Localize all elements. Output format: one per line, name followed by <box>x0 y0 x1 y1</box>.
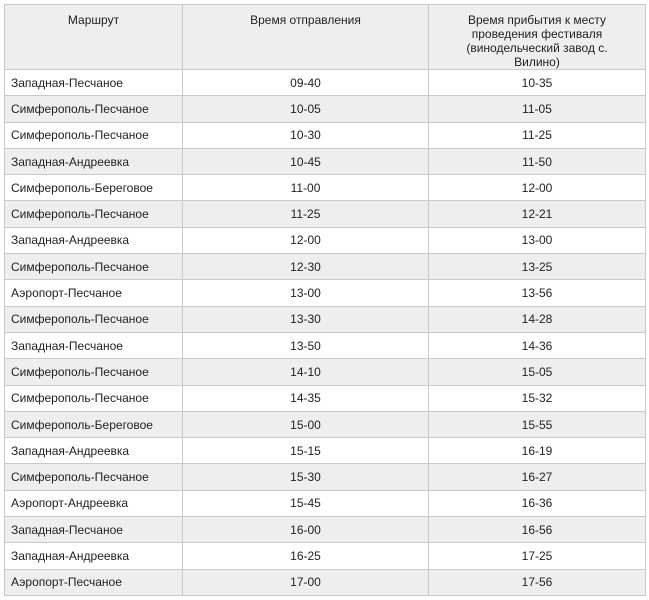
route-cell: Западная-Песчаное <box>5 517 183 543</box>
departure-time-cell: 14-35 <box>183 385 429 411</box>
departure-time-cell: 12-30 <box>183 254 429 280</box>
column-header-departure: Время отправления <box>183 5 429 70</box>
route-cell: Симферополь-Береговое <box>5 411 183 437</box>
table-row <box>5 96 646 122</box>
route-cell: Аэропорт-Андреевка <box>5 490 183 516</box>
table-row <box>5 70 646 96</box>
column-header-arrival-line: Вилино) <box>514 55 560 69</box>
table-row <box>5 517 646 543</box>
route-cell: Симферополь-Песчаное <box>5 464 183 490</box>
table-row <box>5 359 646 385</box>
table-row <box>5 306 646 332</box>
arrival-time-cell: 11-50 <box>429 148 646 174</box>
table-row <box>5 490 646 516</box>
arrival-time-cell: 16-56 <box>429 517 646 543</box>
arrival-time-cell: 16-36 <box>429 490 646 516</box>
route-cell: Симферополь-Песчаное <box>5 359 183 385</box>
route-cell: Западная-Песчаное <box>5 70 183 96</box>
departure-time-cell: 13-00 <box>183 280 429 306</box>
table-row <box>5 254 646 280</box>
route-cell: Аэропорт-Песчаное <box>5 280 183 306</box>
route-cell: Симферополь-Песчаное <box>5 306 183 332</box>
route-cell: Симферополь-Береговое <box>5 175 183 201</box>
table-body <box>5 70 646 596</box>
arrival-time-cell: 14-28 <box>429 306 646 332</box>
departure-time-cell: 15-30 <box>183 464 429 490</box>
arrival-time-cell: 15-05 <box>429 359 646 385</box>
table-row <box>5 464 646 490</box>
departure-time-cell: 13-30 <box>183 306 429 332</box>
route-cell: Симферополь-Песчаное <box>5 201 183 227</box>
arrival-time-cell: 16-19 <box>429 438 646 464</box>
column-header-arrival-line: (винодельческий завод с. <box>466 41 608 55</box>
route-cell: Западная-Песчаное <box>5 332 183 358</box>
route-cell: Симферополь-Песчаное <box>5 254 183 280</box>
route-cell: Симферополь-Песчаное <box>5 122 183 148</box>
arrival-time-cell: 14-36 <box>429 332 646 358</box>
header-row <box>5 5 646 70</box>
departure-time-cell: 11-25 <box>183 201 429 227</box>
arrival-time-cell: 15-55 <box>429 411 646 437</box>
arrival-time-cell: 17-56 <box>429 569 646 595</box>
departure-time-cell: 13-50 <box>183 332 429 358</box>
schedule-table <box>4 4 646 596</box>
table-row <box>5 175 646 201</box>
departure-time-cell: 17-00 <box>183 569 429 595</box>
departure-time-cell: 10-30 <box>183 122 429 148</box>
column-header-arrival-line: Время прибытия к месту <box>468 13 606 27</box>
table-row <box>5 227 646 253</box>
arrival-time-cell: 12-21 <box>429 201 646 227</box>
table-row <box>5 332 646 358</box>
arrival-time-cell: 13-00 <box>429 227 646 253</box>
route-cell: Западная-Андреевка <box>5 543 183 569</box>
departure-time-cell: 10-45 <box>183 148 429 174</box>
column-header-arrival-line: проведения фестиваля <box>471 27 603 41</box>
route-cell: Западная-Андреевка <box>5 438 183 464</box>
table-row <box>5 201 646 227</box>
departure-time-cell: 12-00 <box>183 227 429 253</box>
arrival-time-cell: 13-25 <box>429 254 646 280</box>
column-header-route: Маршрут <box>5 5 183 70</box>
departure-time-cell: 16-25 <box>183 543 429 569</box>
arrival-time-cell: 11-25 <box>429 122 646 148</box>
table-row <box>5 411 646 437</box>
table-header <box>5 5 646 70</box>
departure-time-cell: 10-05 <box>183 96 429 122</box>
arrival-time-cell: 16-27 <box>429 464 646 490</box>
departure-time-cell: 16-00 <box>183 517 429 543</box>
arrival-time-cell: 15-32 <box>429 385 646 411</box>
route-cell: Симферополь-Песчаное <box>5 96 183 122</box>
arrival-time-cell: 12-00 <box>429 175 646 201</box>
table-row <box>5 385 646 411</box>
column-header-arrival <box>429 5 646 70</box>
departure-time-cell: 14-10 <box>183 359 429 385</box>
table-row <box>5 438 646 464</box>
table-row <box>5 122 646 148</box>
table-row <box>5 148 646 174</box>
route-cell: Западная-Андреевка <box>5 227 183 253</box>
route-cell: Симферополь-Песчаное <box>5 385 183 411</box>
table-row <box>5 543 646 569</box>
route-cell: Западная-Андреевка <box>5 148 183 174</box>
departure-time-cell: 15-45 <box>183 490 429 516</box>
arrival-time-cell: 11-05 <box>429 96 646 122</box>
arrival-time-cell: 13-56 <box>429 280 646 306</box>
arrival-time-cell: 10-35 <box>429 70 646 96</box>
table-row <box>5 280 646 306</box>
arrival-time-cell: 17-25 <box>429 543 646 569</box>
table-row <box>5 569 646 595</box>
route-cell: Аэропорт-Песчаное <box>5 569 183 595</box>
departure-time-cell: 09-40 <box>183 70 429 96</box>
departure-time-cell: 15-00 <box>183 411 429 437</box>
departure-time-cell: 15-15 <box>183 438 429 464</box>
departure-time-cell: 11-00 <box>183 175 429 201</box>
